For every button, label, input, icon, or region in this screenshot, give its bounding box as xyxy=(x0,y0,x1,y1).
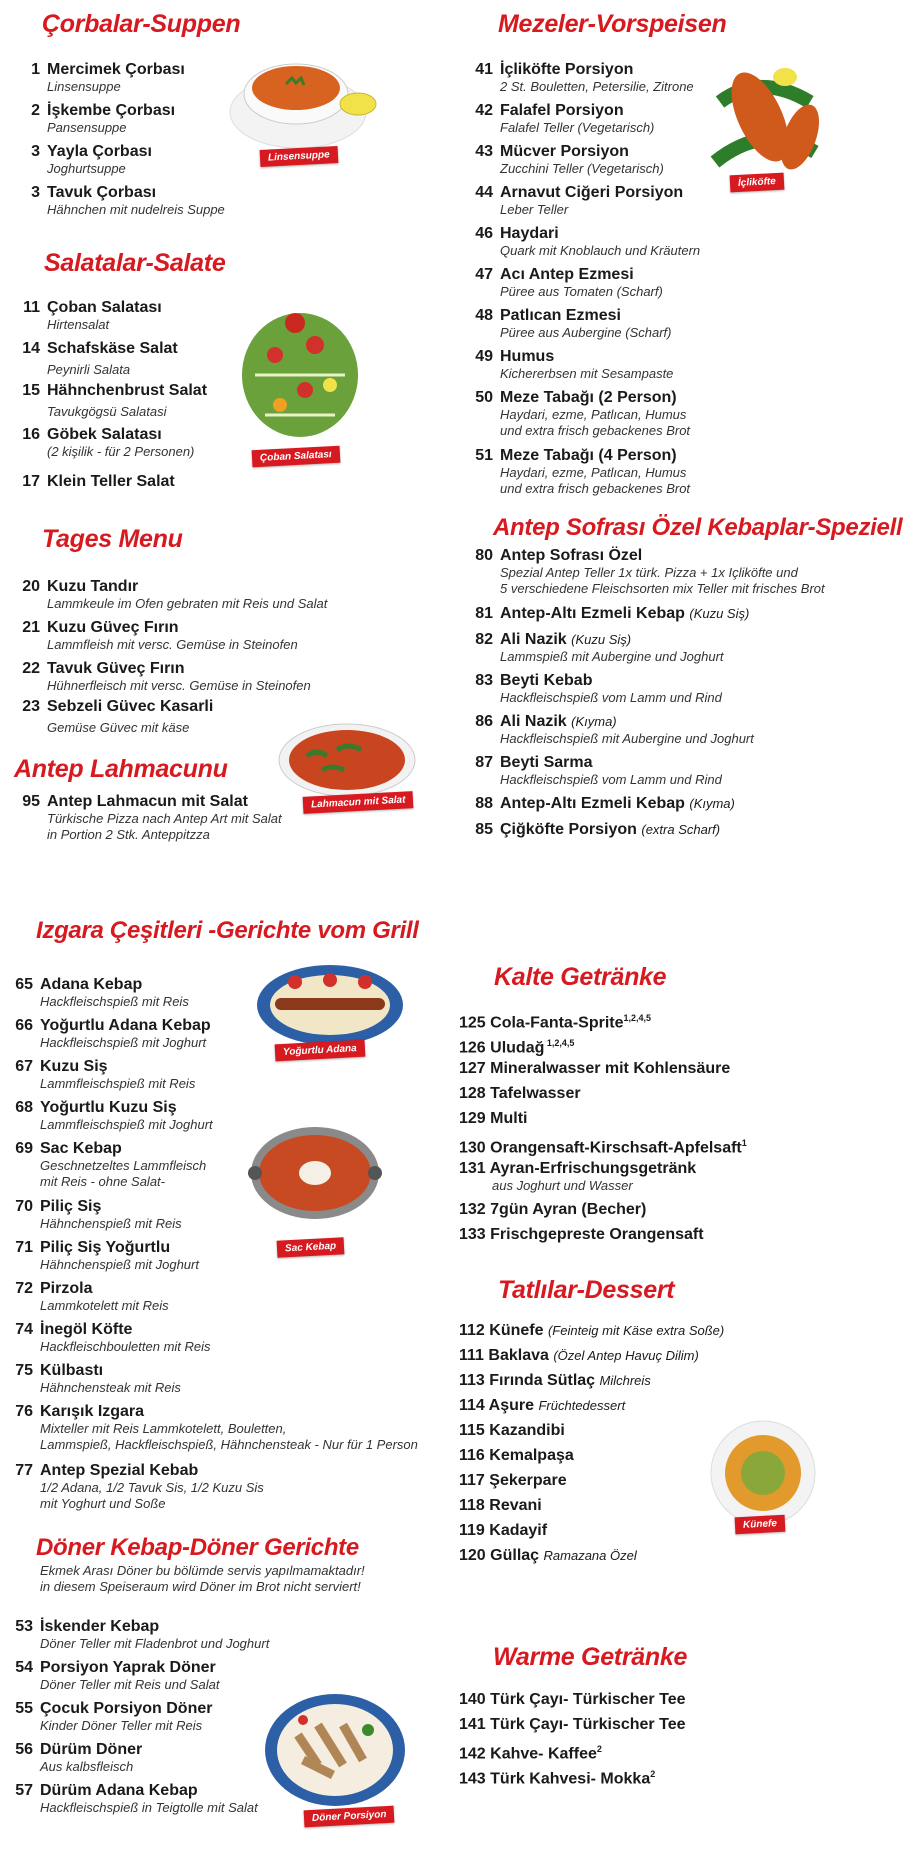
menu-item: 68 Yoğurtlu Kuzu Siş Lammfleischspieß mit Joghurt xyxy=(15,1099,213,1132)
drink-item: 143 Türk Kahvesi- Mokka$^2$ xyxy=(459,1769,656,1788)
dessert-item: 120 Güllaç Ramazana Özel xyxy=(459,1547,637,1564)
menu-item: 17 Klein Teller Salat xyxy=(22,473,175,490)
dessert-item: 115 Kazandibi xyxy=(459,1422,565,1439)
menu-item: 41 İçliköfte Porsiyon 2 St. Bouletten, Petersilie, Zitrone xyxy=(475,61,694,94)
menu-item: 65 Adana Kebap Hackfleischspieß mit Reis xyxy=(15,976,189,1009)
menu-item: 71 Piliç Siş Yoğurtlu Hähnchenspieß mit Joghurt xyxy=(15,1239,199,1272)
lahmacun-image xyxy=(277,720,417,800)
dessert-item: 118 Revani xyxy=(459,1497,542,1514)
sac-kebap-image xyxy=(245,1123,385,1223)
menu-item: 3 Yayla Çorbası Joghurtsuppe xyxy=(31,143,152,176)
iclikofte-image xyxy=(705,42,835,182)
menu-item: 43 Mücver Porsiyon Zucchini Teller (Vegetarisch) xyxy=(475,143,664,176)
drink-item: 130 Orangensaft-Kirschsaft-Apfelsaft$^1$ xyxy=(459,1138,747,1157)
menu-item: 51 Meze Tabağı (4 Person) Haydari, ezme, Patlıcan, Humus und extra frisch gebackenes Brot xyxy=(475,447,691,496)
menu-item: 85 Çiğköfte Porsiyon (extra Scharf) xyxy=(475,821,721,838)
menu-item: 54 Porsiyon Yaprak Döner Döner Teller mit Reis und Salat xyxy=(15,1659,220,1692)
menu-item: 48 Patlıcan Ezmesi Püree aus Aubergine (Scharf) xyxy=(475,307,672,340)
doner-image xyxy=(263,1690,408,1810)
dessert-item: 114 Aşure Früchtedessert xyxy=(459,1397,626,1414)
drink-item: 127 Mineralwasser mit Kohlensäure xyxy=(459,1060,731,1077)
menu-item: 74 İnegöl Köfte Hackfleischbouletten mit Reis xyxy=(15,1321,211,1354)
photo-caption: Yoğurtlu Adana xyxy=(275,1040,365,1062)
menu-item: 44 Arnavut Ciğeri Porsiyon Leber Teller xyxy=(475,184,684,217)
dessert-item: 112 Künefe (Feinteig mit Käse extra Soße) xyxy=(459,1322,725,1339)
drink-item: 140 Türk Çayı- Türkischer Tee xyxy=(459,1691,686,1708)
soup-bowl-image xyxy=(228,42,388,152)
menu-item: 14 Schafskäse Salat Peynirli Salata xyxy=(22,340,178,377)
menu-item: 23 Sebzeli Güvec Kasarli Gemüse Güvec mit käse xyxy=(22,698,214,735)
menu-item: 83 Beyti Kebab Hackfleischspieß vom Lamm und Rind xyxy=(475,672,722,705)
photo-caption: Döner Porsiyon xyxy=(304,1806,395,1828)
dessert-item: 119 Kadayif xyxy=(459,1522,548,1539)
menu-item: 11 Çoban Salatası Hirtensalat xyxy=(23,299,162,332)
heading-doner: Döner Kebap-Döner Gerichte xyxy=(36,1534,359,1561)
kunefe-image xyxy=(708,1418,818,1528)
menu-item: 67 Kuzu Siş Lammfleischspieß mit Reis xyxy=(15,1058,196,1091)
menu-item: 82 Ali Nazik (Kuzu Siş) Lammspieß mit Aubergine und Joghurt xyxy=(475,631,724,664)
adana-kebap-image xyxy=(255,960,405,1050)
doner-note: Ekmek Arası Döner bu bölümde servis yapılmamaktadır! in diesem Speiseraum wird Döner im Brot nicht serviert! xyxy=(40,1563,365,1594)
menu-item: 81 Antep-Altı Ezmeli Kebap (Kuzu Siş) xyxy=(475,605,750,622)
menu-item: 77 Antep Spezial Kebab 1/2 Adana, 1/2 Tavuk Sis, 1/2 Kuzu Sis mit Yoghurt und Soße xyxy=(15,1462,264,1511)
menu-item: 57 Dürüm Adana Kebap Hackfleischspieß in Teigtolle mit Salat xyxy=(15,1782,258,1815)
menu-item: 87 Beyti Sarma Hackfleischspieß vom Lamm und Rind xyxy=(475,754,722,787)
photo-caption: Linsensuppe xyxy=(260,146,338,167)
menu-item: 46 Haydari Quark mit Knoblauch und Kräutern xyxy=(475,225,701,258)
photo-caption: Künefe xyxy=(735,1515,786,1535)
drink-item: 142 Kahve- Kaffee$^2$ xyxy=(459,1744,602,1763)
menu-item: 1 Mercimek Çorbası Linsensuppe xyxy=(31,61,185,94)
photo-caption: Lahmacun mit Salat xyxy=(303,791,414,814)
heading-tages: Tages Menu xyxy=(42,525,183,553)
menu-item: 80 Antep Sofrası Özel Spezial Antep Teller 1x türk. Pizza + 1x Içliköfte und 5 verschiedene Fleischsorten mix Teller mit frisches Brot xyxy=(475,547,825,596)
menu-item: 75 Külbastı Hähnchensteak mit Reis xyxy=(15,1362,181,1395)
menu-item: 16 Göbek Salatası (2 kişilik - für 2 Personen) xyxy=(22,426,195,459)
heading-corbalar: Çorbalar-Suppen xyxy=(42,10,241,38)
menu-item: 20 Kuzu Tandır Lammkeule im Ofen gebraten mit Reis und Salat xyxy=(22,578,328,611)
dessert-item: 117 Şekerpare xyxy=(459,1472,567,1489)
dessert-item: 113 Fırında Sütlaç Milchreis xyxy=(459,1372,651,1389)
heading-lahmacun: Antep Lahmacunu xyxy=(14,755,228,783)
photo-caption: Sac Kebap xyxy=(277,1237,345,1257)
heading-mezeler: Mezeler-Vorspeisen xyxy=(498,10,727,38)
dessert-item: 111 Baklava (Özel Antep Havuç Dilim) xyxy=(459,1347,699,1364)
menu-item: 47 Acı Antep Ezmesi Püree aus Tomaten (Scharf) xyxy=(475,266,663,299)
menu-item: 70 Piliç Siş Hähnchenspieß mit Reis xyxy=(15,1198,182,1231)
heading-warme: Warme Getränke xyxy=(493,1643,688,1671)
drink-item: 128 Tafelwasser xyxy=(459,1085,581,1102)
menu-item: 88 Antep-Altı Ezmeli Kebap (Kıyma) xyxy=(475,795,735,812)
menu-item: 95 Antep Lahmacun mit Salat Türkische Pizza nach Antep Art mit Salat in Portion 2 Stk. Anteppitzza xyxy=(22,793,282,842)
drink-item: 132 7gün Ayran (Becher) xyxy=(459,1201,647,1218)
menu-item: 66 Yoğurtlu Adana Kebap Hackfleischspieß mit Joghurt xyxy=(15,1017,211,1050)
heading-izgara: Izgara Çeşitleri -Gerichte vom Grill xyxy=(36,917,419,944)
menu-item: 76 Karışık Izgara Mixteller mit Reis Lammkotelett, Bouletten, Lammspieß, Hackfleischspieß, Hähnchensteak - Nur für 1 Person xyxy=(15,1403,418,1452)
dessert-item: 116 Kemalpaşa xyxy=(459,1447,574,1464)
drink-item: 131 Ayran-Erfrischungsgetränk aus Joghurt und Wasser xyxy=(459,1160,697,1193)
menu-item: 49 Humus Kichererbsen mit Sesampaste xyxy=(475,348,674,381)
heading-kalte: Kalte Getränke xyxy=(494,963,667,991)
drink-item: 125 Cola-Fanta-Sprite$^{1,2,4,5}$ xyxy=(459,1013,652,1032)
drink-item: 126 Uludağ $^{1,2,4,5}$ xyxy=(459,1038,575,1057)
menu-item: 56 Dürüm Döner Aus kalbsfleisch xyxy=(15,1741,143,1774)
menu-item: 72 Pirzola Lammkotelett mit Reis xyxy=(15,1280,169,1313)
menu-item: 3 Tavuk Çorbası Hähnchen mit nudelreis Suppe xyxy=(31,184,225,217)
menu-item: 2 İşkembe Çorbası Pansensuppe xyxy=(31,102,176,135)
drink-item: 129 Multi xyxy=(459,1110,528,1127)
photo-caption: Çoban Salatası xyxy=(252,446,340,468)
drink-item: 133 Frischgepreste Orangensaft xyxy=(459,1226,704,1243)
menu-item: 69 Sac Kebap Geschnetzeltes Lammfleisch mit Reis - ohne Salat- xyxy=(15,1140,207,1189)
salad-image xyxy=(235,295,365,445)
menu-item: 42 Falafel Porsiyon Falafel Teller (Vegetarisch) xyxy=(475,102,655,135)
menu-item: 22 Tavuk Güveç Fırın Hühnerfleisch mit versc. Gemüse in Steinofen xyxy=(22,660,311,693)
heading-tatlilar: Tatlılar-Dessert xyxy=(498,1276,675,1304)
menu-item: 21 Kuzu Güveç Fırın Lammfleish mit versc. Gemüse in Steinofen xyxy=(22,619,298,652)
drink-item: 141 Türk Çayı- Türkischer Tee xyxy=(459,1716,686,1733)
menu-item: 53 İskender Kebap Döner Teller mit Fladenbrot und Joghurt xyxy=(15,1618,270,1651)
photo-caption: İçliköfte xyxy=(730,173,785,193)
menu-item: 15 Hähnchenbrust Salat Tavukgögsü Salatasi xyxy=(22,382,208,419)
menu-item: 55 Çocuk Porsiyon Döner Kinder Döner Teller mit Reis xyxy=(15,1700,213,1733)
heading-salatalar: Salatalar-Salate xyxy=(44,249,226,277)
heading-kebaplar: Antep Sofrası Özel Kebaplar-Speziell xyxy=(493,514,903,541)
menu-item: 86 Ali Nazik (Kıyma) Hackfleischspieß mit Aubergine und Joghurt xyxy=(475,713,754,746)
menu-item: 50 Meze Tabağı (2 Person) Haydari, ezme, Patlıcan, Humus und extra frisch gebackenes Brot xyxy=(475,389,691,438)
